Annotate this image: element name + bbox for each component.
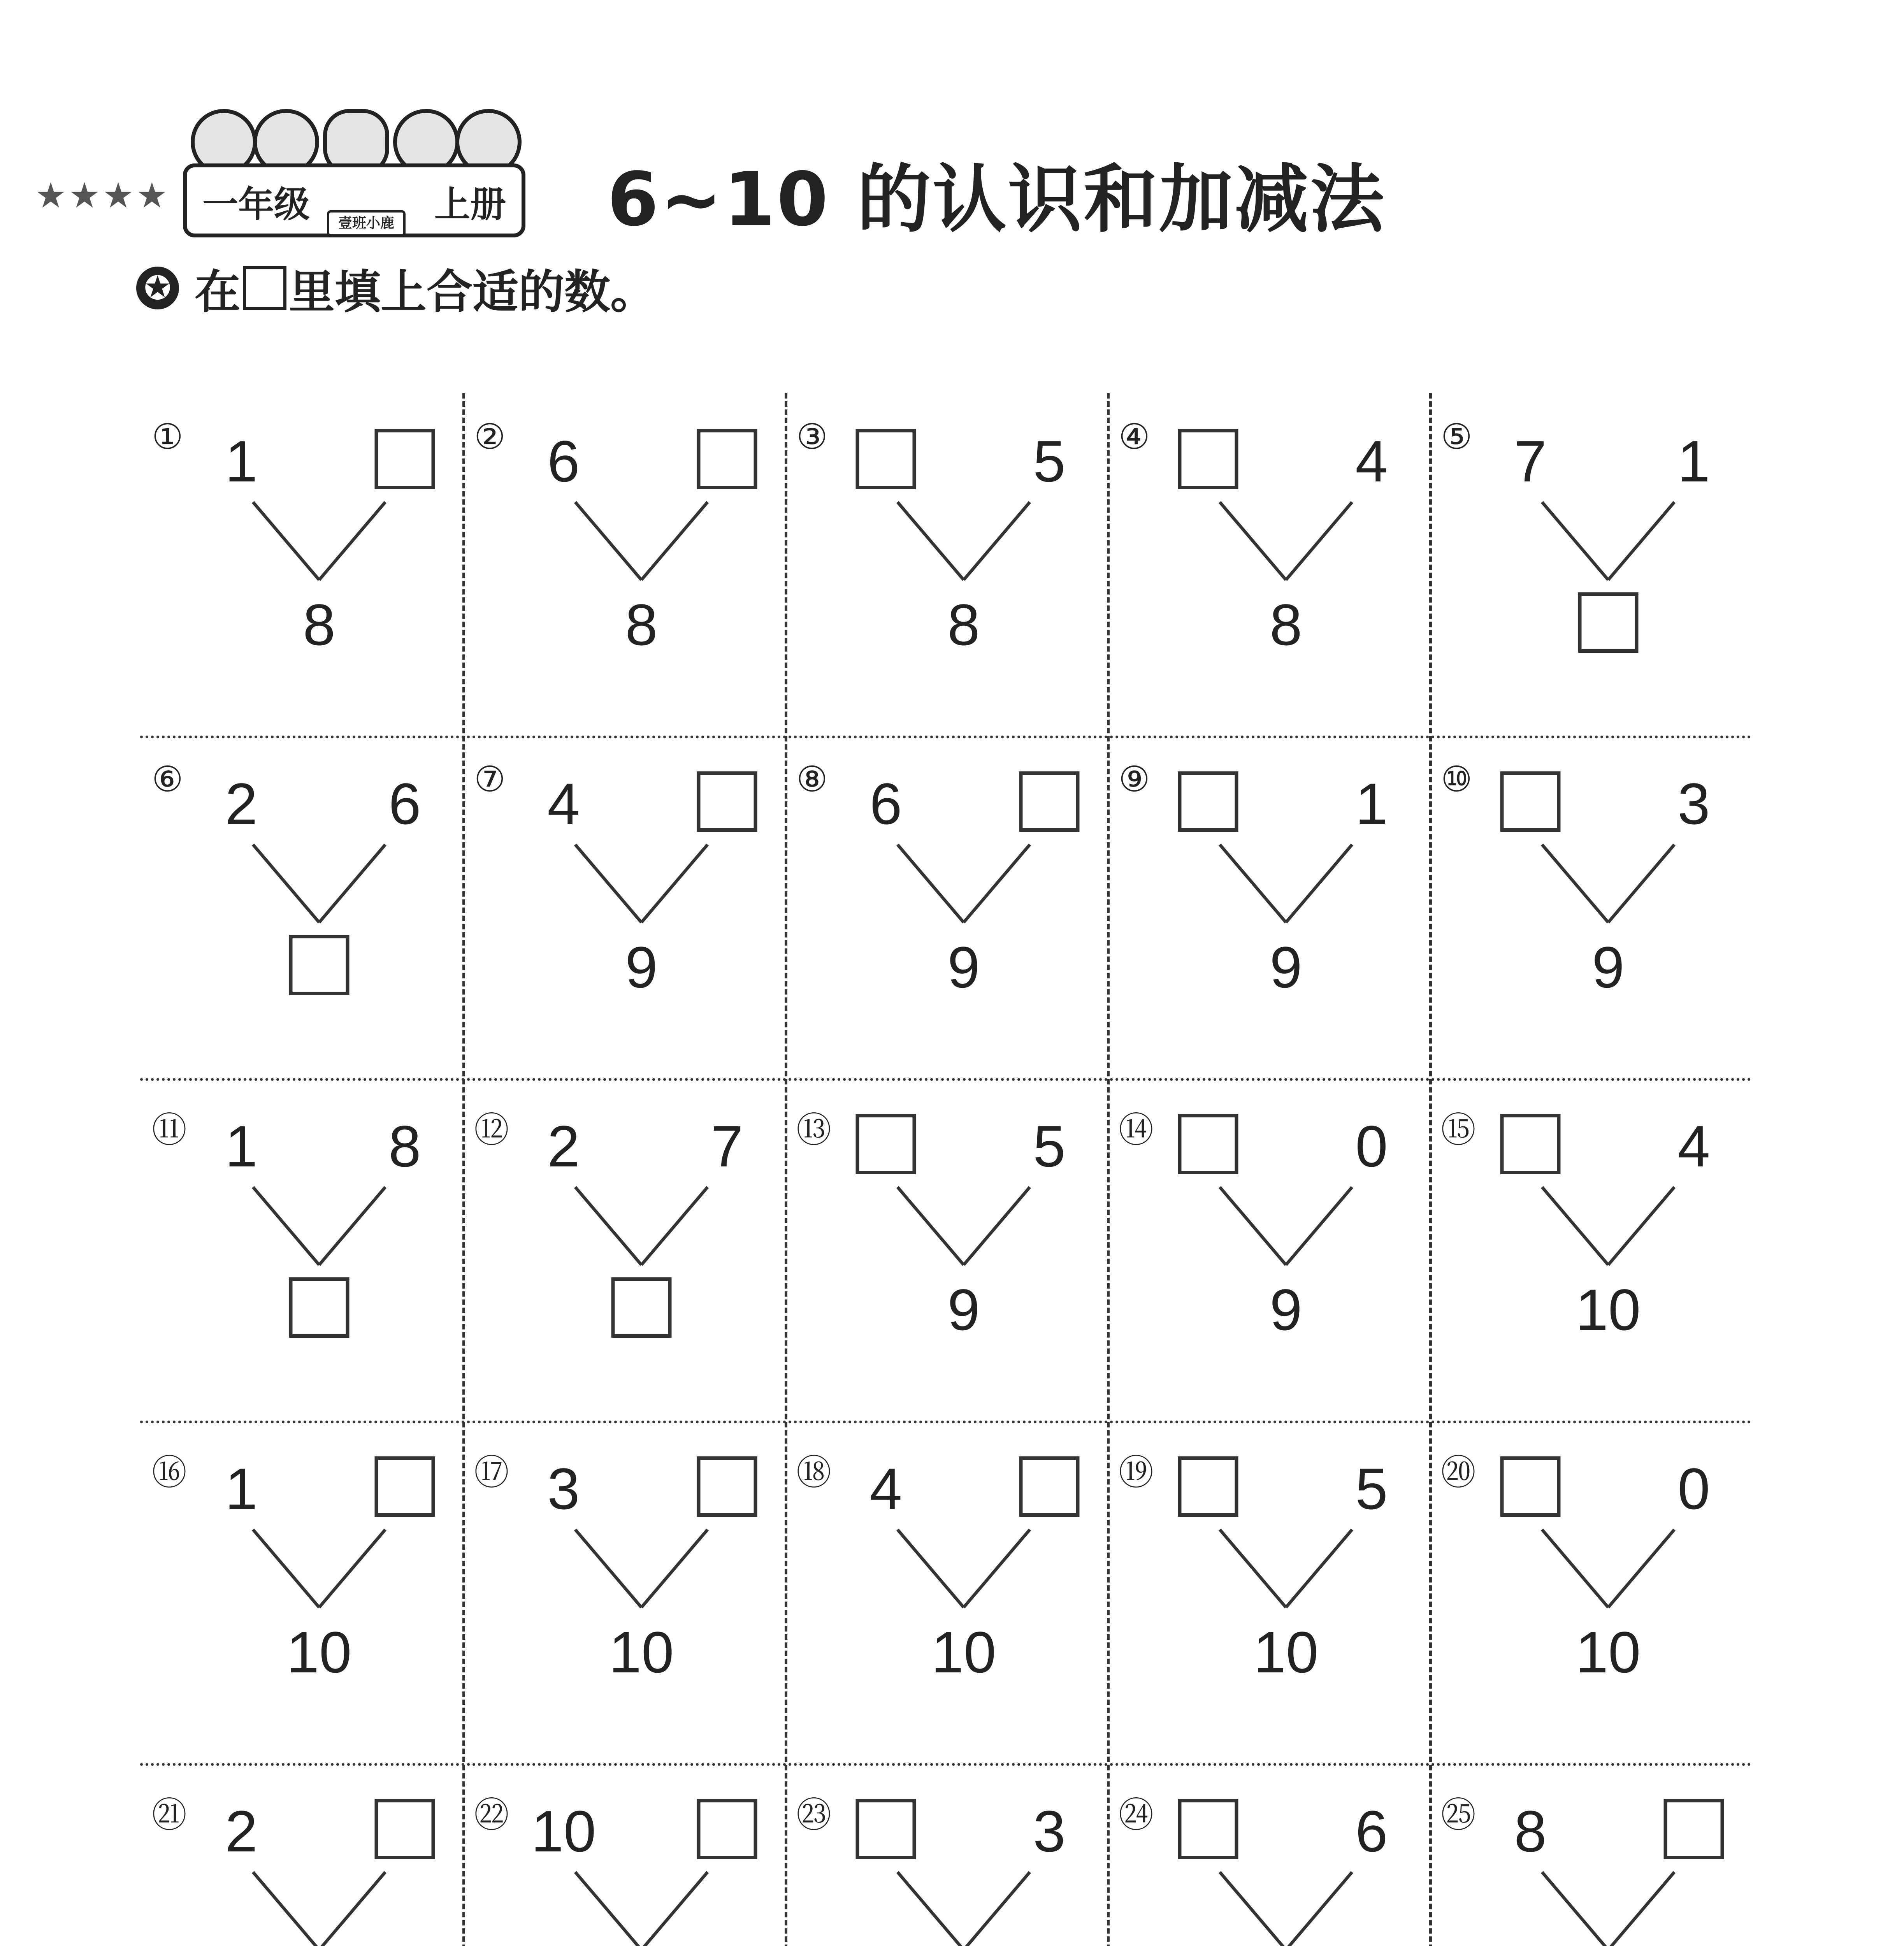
total-number: 10 [1253,1619,1319,1685]
left-part-answer-box[interactable] [856,1799,916,1859]
problem-number: ⑯ [152,1452,187,1493]
number-bond-problem [462,393,785,736]
left-part-answer-box[interactable] [1178,1114,1238,1174]
bond-line [1220,502,1286,580]
problem-number: ③ [796,416,828,457]
total-number: 9 [625,934,658,1000]
problem-number: ⑲ [1119,1452,1154,1493]
left-part-number: 2 [547,1114,580,1179]
bond-line [319,502,385,580]
right-part-number: 1 [1355,771,1388,836]
problem-number: ⑮ [1441,1110,1476,1150]
bond-line [964,1530,1030,1607]
total-number: 8 [625,592,658,657]
number-bond-problem [1107,393,1429,736]
bond-line [898,845,964,922]
bond-line [898,1872,964,1946]
right-part-number: 6 [1355,1798,1388,1864]
total-number: 10 [1576,1619,1641,1685]
bond-line [641,1530,708,1607]
grade-label: 一年级 [202,184,310,225]
bond-line [253,1187,319,1265]
left-part-answer-box[interactable] [856,1114,916,1174]
left-part-answer-box[interactable] [1178,429,1238,489]
right-part-number: 6 [388,771,421,836]
left-part-number: 7 [1514,429,1547,494]
bond-line [1220,1530,1286,1607]
right-part-number: 1 [1677,429,1710,494]
total-number: 10 [931,1619,996,1685]
problem-number: ⑤ [1441,416,1472,457]
right-part-number: 5 [1355,1456,1388,1521]
right-part-number: 8 [388,1114,421,1179]
total-number: 8 [947,592,980,657]
problem-number: ② [474,416,506,457]
total-answer-box[interactable] [1578,592,1639,653]
right-part-answer-box[interactable] [697,429,757,489]
total-number: 10 [286,1619,352,1685]
bond-line [1542,1187,1608,1265]
right-part-answer-box[interactable] [697,1799,757,1859]
right-part-number: 0 [1355,1114,1388,1179]
bond-line [575,502,641,580]
number-bond-problem [1429,393,1751,736]
total-number: 8 [1270,592,1302,657]
bond-line [253,1530,319,1607]
right-part-answer-box[interactable] [697,771,757,832]
number-bond-problem [462,736,785,1078]
total-answer-box[interactable] [289,935,350,995]
bond-line [641,1872,708,1946]
problem-number: ④ [1119,416,1150,457]
bond-line [1608,1872,1674,1946]
number-bond-problem [462,1078,785,1421]
total-number: 9 [1270,934,1302,1000]
bond-line [1220,1872,1286,1946]
blank-box-icon [243,266,286,310]
problem-number: ㉓ [796,1795,831,1835]
decorative-stars-icon: ★★★★ [35,175,170,216]
bond-line [1608,502,1674,580]
term-label: 上册 [434,184,506,225]
bond-line [319,845,385,922]
bond-line [575,1872,641,1946]
grade-label-box [183,163,525,237]
left-part-number: 6 [547,429,580,494]
right-part-answer-box[interactable] [375,1799,435,1859]
bond-line [964,1187,1030,1265]
right-part-number: 3 [1677,771,1710,836]
number-bond-problem [1429,736,1751,1078]
instruction-text-after: 里填上合适的数。 [289,265,657,319]
bond-line [1286,1872,1352,1946]
bond-line [1286,845,1352,922]
right-part-answer-box[interactable] [1019,1456,1080,1517]
left-part-number: 2 [225,771,258,836]
bond-line [898,1530,964,1607]
total-number: 9 [947,1277,980,1342]
problem-number: ⑳ [1441,1452,1476,1493]
instruction [136,255,656,321]
problem-number: ㉔ [1119,1795,1154,1835]
total-number: 9 [1270,1277,1302,1342]
page-title: 6~10 的认识和加减法 [607,156,1386,242]
bond-line [1542,845,1608,922]
number-bond-problem [785,736,1107,1078]
bond-line [319,1530,385,1607]
bond-line [898,502,964,580]
bond-line [1608,1187,1674,1265]
right-part-number: 7 [711,1114,743,1179]
star-badge-icon: ✪ [136,267,179,309]
right-part-answer-box[interactable] [697,1456,757,1517]
number-bond-problem [140,1421,462,1763]
number-bond-problem [1107,1078,1429,1421]
bond-line [898,1187,964,1265]
problem-number: ⑫ [474,1110,509,1150]
bond-line [641,1187,708,1265]
right-part-number: 5 [1033,1114,1066,1179]
right-part-number: 0 [1677,1456,1710,1521]
left-part-number: 3 [547,1456,580,1521]
total-number: 8 [303,592,335,657]
left-part-answer-box[interactable] [1178,1456,1238,1517]
bond-line [1542,1872,1608,1946]
bond-line [1286,1187,1352,1265]
left-part-answer-box[interactable] [1500,1456,1561,1517]
total-number: 10 [609,1619,674,1685]
number-bond-problem [462,1421,785,1763]
brand-tag: 壹班小鹿 [327,210,406,237]
left-part-answer-box[interactable] [1500,771,1561,832]
bond-line [1286,1530,1352,1607]
problem-number: ⑬ [796,1110,831,1150]
problem-number: ⑧ [796,759,828,800]
bond-line [1608,1530,1674,1607]
problem-number: ⑰ [474,1452,509,1493]
number-bond-problem [785,1421,1107,1763]
bond-line [1542,502,1608,580]
problem-number: ⑪ [152,1110,187,1150]
problem-number: ㉒ [474,1795,509,1835]
bond-line [641,502,708,580]
bond-line [1286,502,1352,580]
problem-number: ⑱ [796,1452,831,1493]
bond-line [319,1872,385,1946]
left-part-answer-box[interactable] [1500,1114,1561,1174]
bond-line [641,845,708,922]
number-bond-problem [1429,1421,1751,1763]
problem-number: ㉕ [1441,1795,1476,1835]
left-part-number: 8 [1514,1798,1547,1864]
left-part-number: 2 [225,1798,258,1864]
number-bond-problem [1107,736,1429,1078]
number-bond-problem [1429,1763,1751,1946]
left-part-number: 1 [225,1456,258,1521]
left-part-number: 10 [531,1798,596,1864]
right-part-answer-box[interactable] [375,429,435,489]
bond-line [575,1187,641,1265]
bond-line [964,502,1030,580]
grade-badge [35,97,525,237]
bond-line [253,502,319,580]
right-part-answer-box[interactable] [375,1456,435,1517]
left-part-answer-box[interactable] [1178,1799,1238,1859]
right-part-number: 5 [1033,429,1066,494]
left-part-answer-box[interactable] [1178,771,1238,832]
bond-line [1542,1530,1608,1607]
bond-line [964,845,1030,922]
total-answer-box[interactable] [611,1277,672,1338]
number-bond-problem [140,736,462,1078]
right-part-answer-box[interactable] [1019,771,1080,832]
problem-number: ⑭ [1119,1110,1154,1150]
number-bond-problem [140,393,462,736]
problem-number: ⑦ [474,759,506,800]
bond-line [575,845,641,922]
total-number: 10 [1576,1277,1641,1342]
number-bond-problem [140,1078,462,1421]
bond-line [575,1530,641,1607]
bond-line [319,1187,385,1265]
left-part-number: 6 [869,771,902,836]
total-answer-box[interactable] [289,1277,350,1338]
number-bond-problem [1429,1078,1751,1421]
bond-line [1608,845,1674,922]
right-part-number: 3 [1033,1798,1066,1864]
right-part-number: 4 [1355,429,1388,494]
bond-line [253,1872,319,1946]
bond-line [1220,1187,1286,1265]
problem-grid [140,393,1751,1946]
problem-number: ⑩ [1441,759,1472,800]
bond-line [253,845,319,922]
number-bond-problem [462,1763,785,1946]
left-part-number: 4 [869,1456,902,1521]
problem-number: ⑥ [152,759,183,800]
number-bond-problem [785,1763,1107,1946]
problem-number: ㉑ [152,1795,187,1835]
number-bond-problem [1107,1421,1429,1763]
left-part-number: 1 [225,429,258,494]
left-part-number: 1 [225,1114,258,1179]
number-bond-problem [1107,1763,1429,1946]
right-part-number: 4 [1677,1114,1710,1179]
problem-number: ① [152,416,183,457]
left-part-answer-box[interactable] [856,429,916,489]
total-number: 9 [947,934,980,1000]
total-number: 9 [1592,934,1625,1000]
right-part-answer-box[interactable] [1664,1799,1724,1859]
bond-line [1220,845,1286,922]
bond-line [964,1872,1030,1946]
left-part-number: 4 [547,771,580,836]
number-bond-problem [140,1763,462,1946]
number-bond-problem [785,393,1107,736]
number-bond-problem [785,1078,1107,1421]
instruction-text-before: 在 [195,265,241,319]
problem-number: ⑨ [1119,759,1150,800]
